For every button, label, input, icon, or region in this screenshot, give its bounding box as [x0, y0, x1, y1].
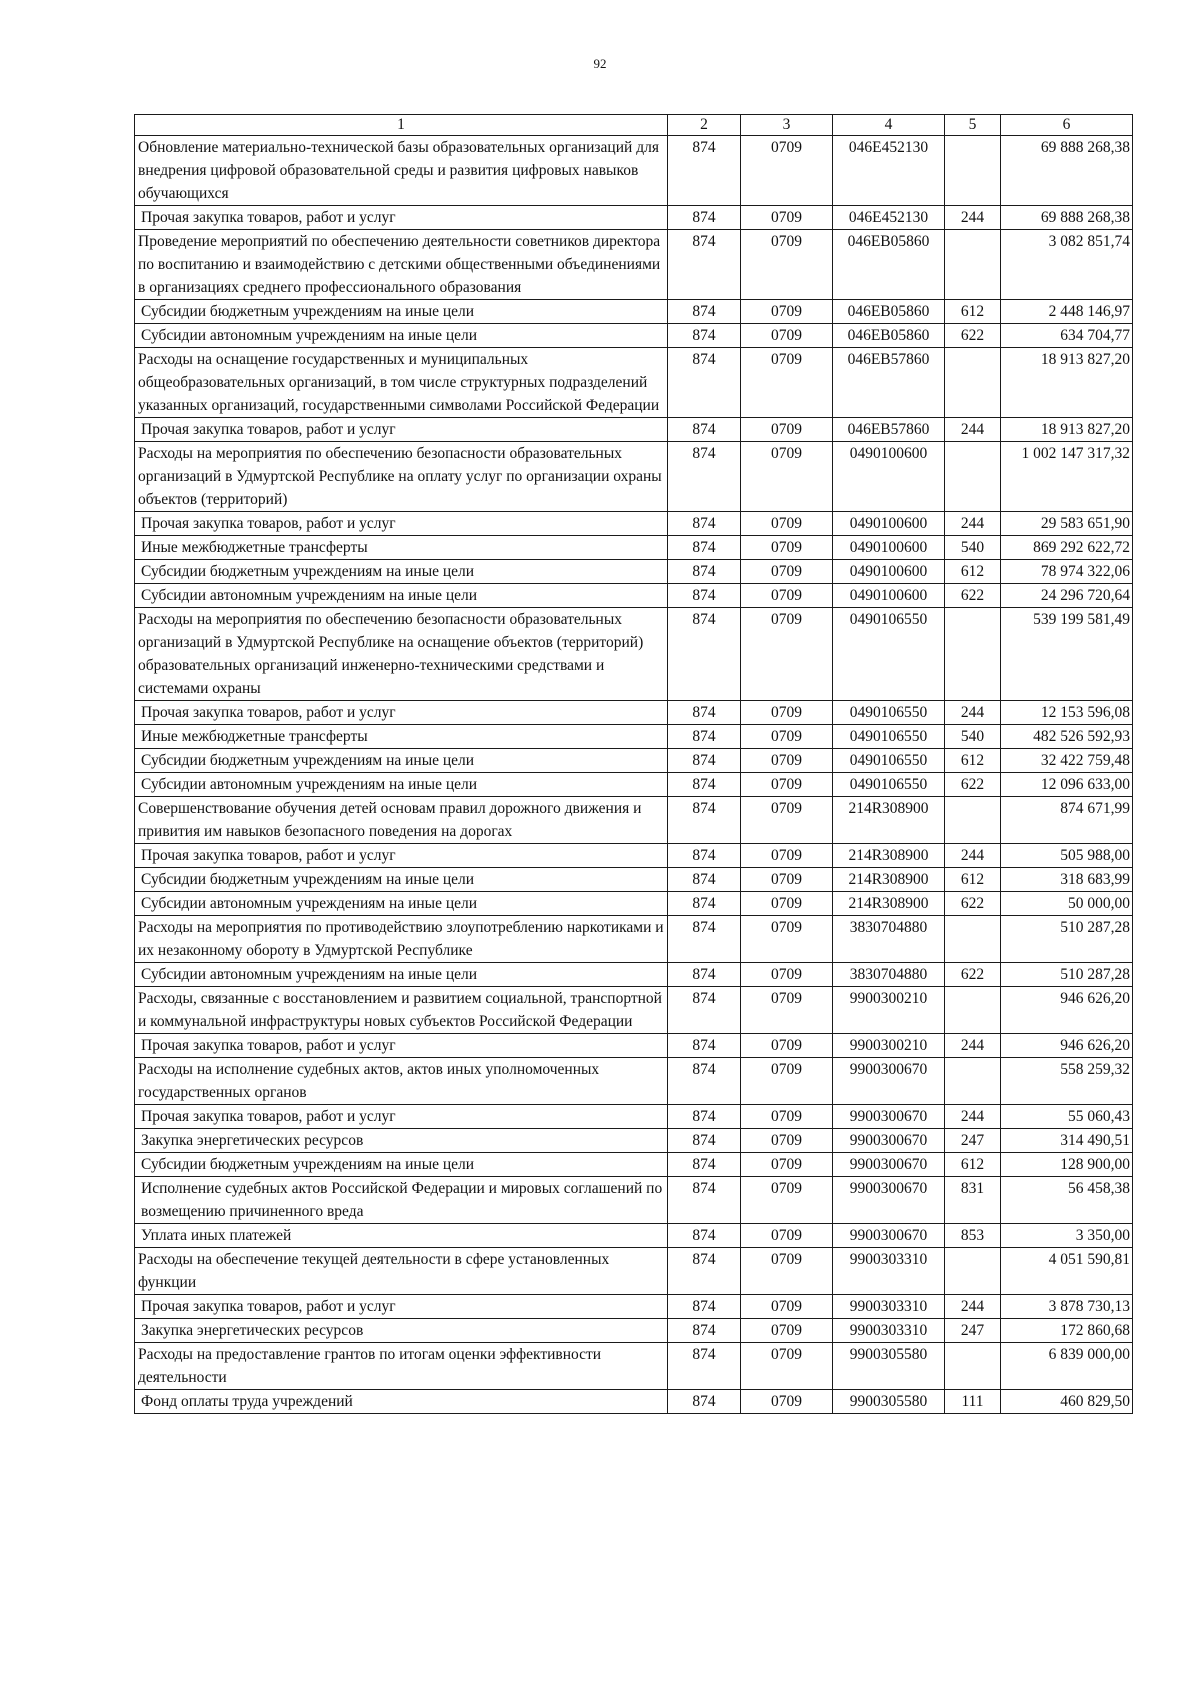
- row-grbs-code: 874: [668, 1034, 741, 1058]
- row-grbs-code: 874: [668, 206, 741, 230]
- row-target-article: 9900305580: [833, 1343, 945, 1390]
- row-section-code: 0709: [741, 916, 833, 963]
- row-amount: 6 839 000,00: [1001, 1343, 1133, 1390]
- row-name: Расходы на мероприятия по противодействию злоупотреблению наркотиками и их незаконному обороту в Удмуртской Республике: [135, 916, 668, 963]
- row-name: Прочая закупка товаров, работ и услуг: [135, 1034, 668, 1058]
- row-expense-type: 853: [945, 1224, 1001, 1248]
- row-target-article: 046EB57860: [833, 418, 945, 442]
- row-section-code: 0709: [741, 1034, 833, 1058]
- row-target-article: 046EB57860: [833, 348, 945, 418]
- row-expense-type: 612: [945, 749, 1001, 773]
- row-name: Расходы на мероприятия по обеспечению безопасности образовательных организаций в Удмуртской Республике на оплату услуг по организации охраны объектов (территорий): [135, 442, 668, 512]
- row-section-code: 0709: [741, 300, 833, 324]
- row-name: Субсидии бюджетным учреждениям на иные цели: [135, 1153, 668, 1177]
- table-row: [135, 442, 1133, 512]
- row-grbs-code: 874: [668, 536, 741, 560]
- row-expense-type: 247: [945, 1319, 1001, 1343]
- row-amount: 3 878 730,13: [1001, 1295, 1133, 1319]
- budget-table: [134, 114, 1133, 1414]
- table-row: [135, 773, 1133, 797]
- header-cell-4: 4: [833, 115, 945, 136]
- row-name: Прочая закупка товаров, работ и услуг: [135, 206, 668, 230]
- table-row: [135, 797, 1133, 844]
- row-name: Субсидии автономным учреждениям на иные цели: [135, 892, 668, 916]
- row-grbs-code: 874: [668, 300, 741, 324]
- row-expense-type: 622: [945, 892, 1001, 916]
- table-row: [135, 1105, 1133, 1129]
- row-section-code: 0709: [741, 608, 833, 701]
- row-grbs-code: 874: [668, 1129, 741, 1153]
- row-amount: 634 704,77: [1001, 324, 1133, 348]
- row-name: Расходы на оснащение государственных и муниципальных общеобразовательных организаций, в том числе структурных подразделений указанных организаций, государственными символами Российской Федерации: [135, 348, 668, 418]
- row-amount: 56 458,38: [1001, 1177, 1133, 1224]
- row-grbs-code: 874: [668, 136, 741, 206]
- row-target-article: 214R308900: [833, 797, 945, 844]
- row-name: Субсидии бюджетным учреждениям на иные цели: [135, 560, 668, 584]
- row-name: Расходы на обеспечение текущей деятельности в сфере установленных функции: [135, 1248, 668, 1295]
- row-amount: 29 583 651,90: [1001, 512, 1133, 536]
- row-amount: 1 002 147 317,32: [1001, 442, 1133, 512]
- row-expense-type: 244: [945, 1105, 1001, 1129]
- row-target-article: 9900300670: [833, 1177, 945, 1224]
- row-grbs-code: 874: [668, 1390, 741, 1414]
- row-expense-type: [945, 442, 1001, 512]
- row-name: Иные межбюджетные трансферты: [135, 725, 668, 749]
- row-target-article: 046EB05860: [833, 230, 945, 300]
- row-expense-type: [945, 987, 1001, 1034]
- row-amount: 12 153 596,08: [1001, 701, 1133, 725]
- table-row: [135, 1343, 1133, 1390]
- row-amount: 510 287,28: [1001, 916, 1133, 963]
- header-cell-2: 2: [668, 115, 741, 136]
- row-grbs-code: 874: [668, 418, 741, 442]
- row-expense-type: 244: [945, 418, 1001, 442]
- row-name: Закупка энергетических ресурсов: [135, 1319, 668, 1343]
- row-section-code: 0709: [741, 1390, 833, 1414]
- row-expense-type: [945, 608, 1001, 701]
- row-amount: 314 490,51: [1001, 1129, 1133, 1153]
- row-target-article: 214R308900: [833, 892, 945, 916]
- row-grbs-code: 874: [668, 608, 741, 701]
- row-amount: 32 422 759,48: [1001, 749, 1133, 773]
- row-amount: 172 860,68: [1001, 1319, 1133, 1343]
- row-target-article: 046E452130: [833, 136, 945, 206]
- row-target-article: 9900305580: [833, 1390, 945, 1414]
- row-section-code: 0709: [741, 892, 833, 916]
- row-name: Прочая закупка товаров, работ и услуг: [135, 844, 668, 868]
- row-expense-type: [945, 1248, 1001, 1295]
- table-row: [135, 300, 1133, 324]
- row-grbs-code: 874: [668, 963, 741, 987]
- row-grbs-code: 874: [668, 987, 741, 1034]
- row-amount: 318 683,99: [1001, 868, 1133, 892]
- row-section-code: 0709: [741, 1153, 833, 1177]
- row-grbs-code: 874: [668, 584, 741, 608]
- table-row: [135, 536, 1133, 560]
- row-name: Прочая закупка товаров, работ и услуг: [135, 701, 668, 725]
- table-row: [135, 418, 1133, 442]
- row-section-code: 0709: [741, 725, 833, 749]
- row-section-code: 0709: [741, 206, 833, 230]
- row-grbs-code: 874: [668, 1319, 741, 1343]
- table-row: [135, 725, 1133, 749]
- row-grbs-code: 874: [668, 560, 741, 584]
- row-grbs-code: 874: [668, 1248, 741, 1295]
- row-expense-type: 244: [945, 844, 1001, 868]
- row-section-code: 0709: [741, 701, 833, 725]
- row-target-article: 0490100600: [833, 584, 945, 608]
- row-name: Субсидии автономным учреждениям на иные цели: [135, 963, 668, 987]
- row-expense-type: [945, 797, 1001, 844]
- row-name: Иные межбюджетные трансферты: [135, 536, 668, 560]
- row-amount: 69 888 268,38: [1001, 206, 1133, 230]
- table-header-row: [135, 115, 1133, 136]
- row-target-article: 0490106550: [833, 608, 945, 701]
- row-expense-type: 622: [945, 584, 1001, 608]
- row-expense-type: 612: [945, 1153, 1001, 1177]
- row-target-article: 046EB05860: [833, 300, 945, 324]
- row-name: Субсидии бюджетным учреждениям на иные цели: [135, 749, 668, 773]
- row-section-code: 0709: [741, 1224, 833, 1248]
- row-expense-type: [945, 230, 1001, 300]
- table-row: [135, 608, 1133, 701]
- table-row: [135, 1390, 1133, 1414]
- header-cell-3: 3: [741, 115, 833, 136]
- row-target-article: 9900303310: [833, 1319, 945, 1343]
- row-name: Прочая закупка товаров, работ и услуг: [135, 512, 668, 536]
- row-expense-type: 244: [945, 701, 1001, 725]
- row-section-code: 0709: [741, 1343, 833, 1390]
- table-row: [135, 916, 1133, 963]
- row-section-code: 0709: [741, 868, 833, 892]
- row-grbs-code: 874: [668, 892, 741, 916]
- row-section-code: 0709: [741, 560, 833, 584]
- row-amount: 505 988,00: [1001, 844, 1133, 868]
- table-row: [135, 987, 1133, 1034]
- table-row: [135, 892, 1133, 916]
- header-cell-5: 5: [945, 115, 1001, 136]
- row-expense-type: [945, 348, 1001, 418]
- row-expense-type: 247: [945, 1129, 1001, 1153]
- row-target-article: 046EB05860: [833, 324, 945, 348]
- table-row: [135, 1153, 1133, 1177]
- row-grbs-code: 874: [668, 1224, 741, 1248]
- row-target-article: 0490106550: [833, 725, 945, 749]
- row-amount: 128 900,00: [1001, 1153, 1133, 1177]
- row-section-code: 0709: [741, 1177, 833, 1224]
- row-section-code: 0709: [741, 749, 833, 773]
- row-expense-type: 622: [945, 324, 1001, 348]
- row-name: Совершенствование обучения детей основам правил дорожного движения и привития им навыков безопасного поведения на дорогах: [135, 797, 668, 844]
- budget-table-body: [135, 115, 1133, 1414]
- row-name: Прочая закупка товаров, работ и услуг: [135, 1295, 668, 1319]
- row-expense-type: 622: [945, 963, 1001, 987]
- row-expense-type: 612: [945, 560, 1001, 584]
- row-amount: 482 526 592,93: [1001, 725, 1133, 749]
- row-section-code: 0709: [741, 512, 833, 536]
- row-target-article: 9900300210: [833, 1034, 945, 1058]
- row-grbs-code: 874: [668, 1153, 741, 1177]
- row-grbs-code: 874: [668, 868, 741, 892]
- row-amount: 3 082 851,74: [1001, 230, 1133, 300]
- row-section-code: 0709: [741, 987, 833, 1034]
- table-row: [135, 701, 1133, 725]
- row-name: Субсидии бюджетным учреждениям на иные цели: [135, 300, 668, 324]
- row-grbs-code: 874: [668, 701, 741, 725]
- row-expense-type: [945, 136, 1001, 206]
- row-target-article: 9900303310: [833, 1248, 945, 1295]
- row-amount: 24 296 720,64: [1001, 584, 1133, 608]
- row-target-article: 0490106550: [833, 749, 945, 773]
- row-grbs-code: 874: [668, 916, 741, 963]
- row-name: Расходы на предоставление грантов по итогам оценки эффективности деятельности: [135, 1343, 668, 1390]
- table-row: [135, 560, 1133, 584]
- row-amount: 4 051 590,81: [1001, 1248, 1133, 1295]
- table-row: [135, 1295, 1133, 1319]
- row-grbs-code: 874: [668, 230, 741, 300]
- row-target-article: 9900300670: [833, 1105, 945, 1129]
- row-amount: 460 829,50: [1001, 1390, 1133, 1414]
- row-amount: 510 287,28: [1001, 963, 1133, 987]
- page-number: 92: [593, 56, 607, 71]
- row-expense-type: 244: [945, 512, 1001, 536]
- row-section-code: 0709: [741, 442, 833, 512]
- row-grbs-code: 874: [668, 324, 741, 348]
- row-target-article: 3830704880: [833, 916, 945, 963]
- row-amount: 874 671,99: [1001, 797, 1133, 844]
- row-amount: 2 448 146,97: [1001, 300, 1133, 324]
- row-section-code: 0709: [741, 773, 833, 797]
- row-section-code: 0709: [741, 1058, 833, 1105]
- row-name: Субсидии автономным учреждениям на иные цели: [135, 324, 668, 348]
- row-section-code: 0709: [741, 1319, 833, 1343]
- row-target-article: 9900300670: [833, 1058, 945, 1105]
- row-grbs-code: 874: [668, 749, 741, 773]
- row-section-code: 0709: [741, 324, 833, 348]
- table-row: [135, 868, 1133, 892]
- row-amount: 69 888 268,38: [1001, 136, 1133, 206]
- row-target-article: 3830704880: [833, 963, 945, 987]
- row-section-code: 0709: [741, 844, 833, 868]
- row-section-code: 0709: [741, 584, 833, 608]
- table-row: [135, 206, 1133, 230]
- row-section-code: 0709: [741, 963, 833, 987]
- row-target-article: 214R308900: [833, 868, 945, 892]
- row-grbs-code: 874: [668, 1295, 741, 1319]
- row-section-code: 0709: [741, 136, 833, 206]
- row-target-article: 0490100600: [833, 536, 945, 560]
- table-row: [135, 844, 1133, 868]
- row-amount: 50 000,00: [1001, 892, 1133, 916]
- row-target-article: 214R308900: [833, 844, 945, 868]
- row-target-article: 9900303310: [833, 1295, 945, 1319]
- table-row: [135, 1058, 1133, 1105]
- row-name: Проведение мероприятий по обеспечению деятельности советников директора по воспитанию и взаимодействию с детскими общественными объединениями в организациях среднего профессионального образования: [135, 230, 668, 300]
- row-name: Расходы на мероприятия по обеспечению безопасности образовательных организаций в Удмуртской Республике на оснащение объектов (территорий) образовательных организаций инженерно-техническими средствами и системами охраны: [135, 608, 668, 701]
- row-grbs-code: 874: [668, 348, 741, 418]
- row-name: Субсидии автономным учреждениям на иные цели: [135, 773, 668, 797]
- table-row: [135, 348, 1133, 418]
- row-expense-type: [945, 916, 1001, 963]
- row-target-article: 0490106550: [833, 701, 945, 725]
- row-target-article: 9900300210: [833, 987, 945, 1034]
- row-expense-type: 540: [945, 725, 1001, 749]
- row-name: Прочая закупка товаров, работ и услуг: [135, 418, 668, 442]
- row-grbs-code: 874: [668, 725, 741, 749]
- row-name: Уплата иных платежей: [135, 1224, 668, 1248]
- row-expense-type: 831: [945, 1177, 1001, 1224]
- row-grbs-code: 874: [668, 442, 741, 512]
- row-expense-type: 111: [945, 1390, 1001, 1414]
- row-section-code: 0709: [741, 230, 833, 300]
- row-expense-type: [945, 1058, 1001, 1105]
- row-expense-type: 244: [945, 1034, 1001, 1058]
- row-target-article: 0490106550: [833, 773, 945, 797]
- row-expense-type: 244: [945, 206, 1001, 230]
- row-name: Расходы, связанные с восстановлением и развитием социальной, транспортной и коммунальной инфраструктуры новых субъектов Российской Федерации: [135, 987, 668, 1034]
- table-row: [135, 1177, 1133, 1224]
- table-row: [135, 1248, 1133, 1295]
- header-cell-6: 6: [1001, 115, 1133, 136]
- row-amount: 18 913 827,20: [1001, 348, 1133, 418]
- row-expense-type: 540: [945, 536, 1001, 560]
- row-grbs-code: 874: [668, 844, 741, 868]
- table-row: [135, 749, 1133, 773]
- table-row: [135, 1129, 1133, 1153]
- row-section-code: 0709: [741, 1129, 833, 1153]
- row-amount: 55 060,43: [1001, 1105, 1133, 1129]
- table-row: [135, 1319, 1133, 1343]
- table-row: [135, 584, 1133, 608]
- row-grbs-code: 874: [668, 512, 741, 536]
- row-name: Субсидии бюджетным учреждениям на иные цели: [135, 868, 668, 892]
- table-row: [135, 1034, 1133, 1058]
- row-name: Прочая закупка товаров, работ и услуг: [135, 1105, 668, 1129]
- row-grbs-code: 874: [668, 1177, 741, 1224]
- row-name: Фонд оплаты труда учреждений: [135, 1390, 668, 1414]
- row-grbs-code: 874: [668, 1343, 741, 1390]
- row-grbs-code: 874: [668, 1058, 741, 1105]
- row-amount: 78 974 322,06: [1001, 560, 1133, 584]
- row-grbs-code: 874: [668, 1105, 741, 1129]
- row-name: Обновление материально-технической базы образовательных организаций для внедрения цифровой образовательной среды и развития цифровых навыков обучающихся: [135, 136, 668, 206]
- row-target-article: 0490100600: [833, 512, 945, 536]
- row-expense-type: 612: [945, 300, 1001, 324]
- row-target-article: 9900300670: [833, 1129, 945, 1153]
- table-row: [135, 324, 1133, 348]
- row-target-article: 046E452130: [833, 206, 945, 230]
- row-amount: 3 350,00: [1001, 1224, 1133, 1248]
- row-expense-type: 244: [945, 1295, 1001, 1319]
- row-name: Субсидии автономным учреждениям на иные цели: [135, 584, 668, 608]
- row-expense-type: 622: [945, 773, 1001, 797]
- table-row: [135, 963, 1133, 987]
- row-target-article: 0490100600: [833, 442, 945, 512]
- table-row: [135, 230, 1133, 300]
- table-row: [135, 512, 1133, 536]
- row-amount: 946 626,20: [1001, 987, 1133, 1034]
- row-grbs-code: 874: [668, 797, 741, 844]
- row-section-code: 0709: [741, 348, 833, 418]
- row-target-article: 9900300670: [833, 1224, 945, 1248]
- row-target-article: 9900300670: [833, 1153, 945, 1177]
- row-section-code: 0709: [741, 797, 833, 844]
- row-expense-type: [945, 1343, 1001, 1390]
- row-section-code: 0709: [741, 418, 833, 442]
- row-amount: 946 626,20: [1001, 1034, 1133, 1058]
- row-name: Расходы на исполнение судебных актов, актов иных уполномоченных государственных органов: [135, 1058, 668, 1105]
- row-amount: 12 096 633,00: [1001, 773, 1133, 797]
- header-cell-1: 1: [135, 115, 668, 136]
- row-target-article: 0490100600: [833, 560, 945, 584]
- row-section-code: 0709: [741, 1295, 833, 1319]
- row-amount: 18 913 827,20: [1001, 418, 1133, 442]
- row-amount: 558 259,32: [1001, 1058, 1133, 1105]
- table-row: [135, 136, 1133, 206]
- row-section-code: 0709: [741, 536, 833, 560]
- row-section-code: 0709: [741, 1105, 833, 1129]
- row-section-code: 0709: [741, 1248, 833, 1295]
- row-name: Исполнение судебных актов Российской Федерации и мировых соглашений по возмещению причиненного вреда: [135, 1177, 668, 1224]
- row-amount: 869 292 622,72: [1001, 536, 1133, 560]
- row-expense-type: 612: [945, 868, 1001, 892]
- row-grbs-code: 874: [668, 773, 741, 797]
- row-name: Закупка энергетических ресурсов: [135, 1129, 668, 1153]
- row-amount: 539 199 581,49: [1001, 608, 1133, 701]
- table-row: [135, 1224, 1133, 1248]
